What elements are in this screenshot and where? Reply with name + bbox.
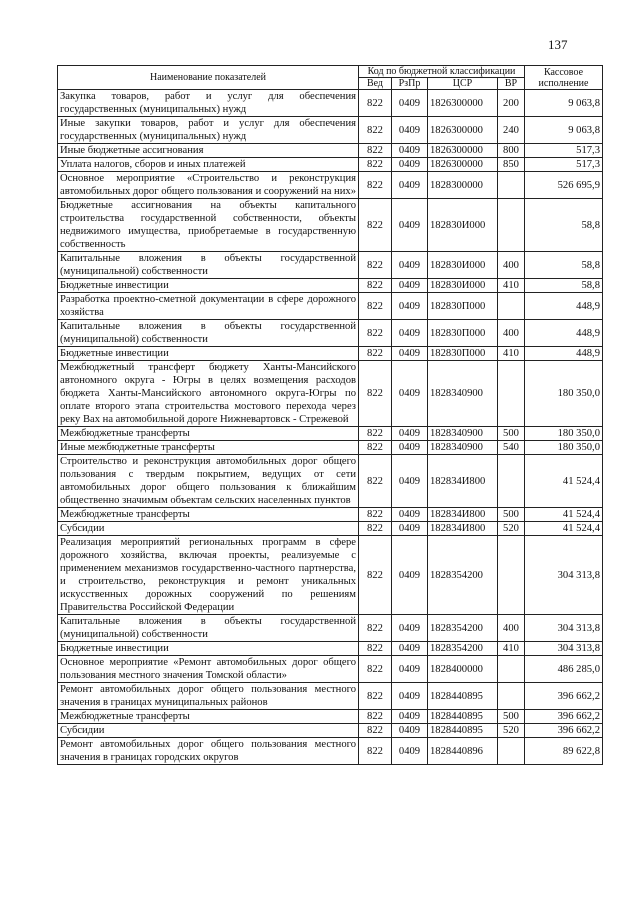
row-rzpr-cell: 0409 (392, 90, 428, 117)
row-amount-cell: 180 350,0 (525, 427, 603, 441)
row-vr-cell (498, 455, 525, 508)
row-amount-cell: 58,8 (525, 252, 603, 279)
row-csr-cell: 1828400000 (428, 656, 498, 683)
row-rzpr-cell: 0409 (392, 508, 428, 522)
row-csr-cell: 1826300000 (428, 90, 498, 117)
row-ved-cell: 822 (359, 455, 392, 508)
row-amount-cell: 517,3 (525, 158, 603, 172)
row-name-cell: Субсидии (58, 522, 359, 536)
table-row (58, 320, 603, 347)
page-number: 137 (548, 37, 568, 52)
table-row (58, 347, 603, 361)
row-csr-cell: 182830И000 (428, 279, 498, 293)
row-amount-cell: 180 350,0 (525, 361, 603, 427)
row-csr-cell: 1828354200 (428, 642, 498, 656)
table-row (58, 361, 603, 427)
row-rzpr-cell: 0409 (392, 656, 428, 683)
table-row (58, 279, 603, 293)
row-vr-cell (498, 683, 525, 710)
row-amount-cell: 9 063,8 (525, 90, 603, 117)
row-amount-cell: 448,9 (525, 320, 603, 347)
row-amount-cell: 526 695,9 (525, 172, 603, 199)
row-name-cell: Межбюджетные трансферты (58, 710, 359, 724)
row-rzpr-cell: 0409 (392, 320, 428, 347)
row-amount-cell: 517,3 (525, 144, 603, 158)
row-amount-cell: 396 662,2 (525, 683, 603, 710)
row-vr-cell: 400 (498, 252, 525, 279)
table-row (58, 738, 603, 765)
row-ved-cell: 822 (359, 738, 392, 765)
row-vr-cell (498, 199, 525, 252)
row-name-cell: Закупка товаров, работ и услуг для обеспечения государственных (муниципальных) нужд (58, 90, 359, 117)
row-amount-cell: 89 622,8 (525, 738, 603, 765)
row-vr-cell: 520 (498, 724, 525, 738)
row-ved-cell: 822 (359, 522, 392, 536)
table-row (58, 172, 603, 199)
row-ved-cell: 822 (359, 615, 392, 642)
table-row (58, 90, 603, 117)
table-row (58, 427, 603, 441)
row-ved-cell: 822 (359, 642, 392, 656)
row-rzpr-cell: 0409 (392, 347, 428, 361)
row-vr-cell (498, 656, 525, 683)
row-name-cell: Бюджетные инвестиции (58, 347, 359, 361)
row-csr-cell: 182834И800 (428, 508, 498, 522)
row-vr-cell (498, 536, 525, 615)
row-vr-cell: 850 (498, 158, 525, 172)
row-amount-cell: 304 313,8 (525, 642, 603, 656)
table-row (58, 199, 603, 252)
row-name-cell: Межбюджетные трансферты (58, 427, 359, 441)
row-amount-cell: 180 350,0 (525, 441, 603, 455)
row-rzpr-cell: 0409 (392, 252, 428, 279)
row-csr-cell: 1828440895 (428, 710, 498, 724)
row-name-cell: Реализация мероприятий региональных программ в сфере дорожного хозяйства, включая проекты, реализуемые с применением механизмов государственно-частного партнерства, и строительство, реконструкция и ремонт уникальных искусственных дорожных сооружений по решениям Правительства Российской Федерации (58, 536, 359, 615)
row-name-cell: Капитальные вложения в объекты государственной (муниципальной) собственности (58, 252, 359, 279)
row-name-cell: Бюджетные ассигнования на объекты капитального строительства государственной собственности, объекты недвижимого имущества, приобретаемые в государственную собственность (58, 199, 359, 252)
header-vr: ВР (498, 78, 525, 90)
row-csr-cell: 182830И000 (428, 199, 498, 252)
row-csr-cell: 1828440895 (428, 683, 498, 710)
row-vr-cell (498, 293, 525, 320)
row-amount-cell: 396 662,2 (525, 724, 603, 738)
row-csr-cell: 182834И800 (428, 455, 498, 508)
row-vr-cell: 540 (498, 441, 525, 455)
table-row (58, 293, 603, 320)
row-name-cell: Уплата налогов, сборов и иных платежей (58, 158, 359, 172)
row-rzpr-cell: 0409 (392, 710, 428, 724)
row-name-cell: Иные закупки товаров, работ и услуг для обеспечения государственных (муниципальных) нужд (58, 117, 359, 144)
row-name-cell: Бюджетные инвестиции (58, 642, 359, 656)
table-row (58, 252, 603, 279)
table-row (58, 455, 603, 508)
row-vr-cell: 500 (498, 710, 525, 724)
row-name-cell: Основное мероприятие «Строительство и реконструкция автомобильных дорог общего пользования и сооружений на них» (58, 172, 359, 199)
header-execution-line1: Кассовое (543, 66, 584, 78)
header-name-column: Наименование показателей (58, 66, 359, 90)
row-rzpr-cell: 0409 (392, 536, 428, 615)
row-rzpr-cell: 0409 (392, 522, 428, 536)
row-rzpr-cell: 0409 (392, 455, 428, 508)
row-vr-cell (498, 361, 525, 427)
row-rzpr-cell: 0409 (392, 683, 428, 710)
table-row (58, 441, 603, 455)
budget-execution-table (57, 65, 603, 765)
row-ved-cell: 822 (359, 656, 392, 683)
row-name-cell: Ремонт автомобильных дорог общего пользования местного значения в границах городских округов (58, 738, 359, 765)
row-rzpr-cell: 0409 (392, 738, 428, 765)
row-vr-cell (498, 738, 525, 765)
row-ved-cell: 822 (359, 441, 392, 455)
row-ved-cell: 822 (359, 117, 392, 144)
header-rzpr: РзПр (392, 78, 428, 90)
row-rzpr-cell: 0409 (392, 158, 428, 172)
row-ved-cell: 822 (359, 347, 392, 361)
row-ved-cell: 822 (359, 683, 392, 710)
row-amount-cell: 486 285,0 (525, 656, 603, 683)
row-name-cell: Субсидии (58, 724, 359, 738)
row-csr-cell: 1828340900 (428, 427, 498, 441)
row-ved-cell: 822 (359, 427, 392, 441)
row-rzpr-cell: 0409 (392, 293, 428, 320)
row-name-cell: Межбюджетные трансферты (58, 508, 359, 522)
row-csr-cell: 1826300000 (428, 117, 498, 144)
table-body (58, 90, 603, 765)
row-vr-cell: 800 (498, 144, 525, 158)
row-csr-cell: 1828440896 (428, 738, 498, 765)
row-ved-cell: 822 (359, 536, 392, 615)
row-csr-cell: 1828340900 (428, 441, 498, 455)
row-csr-cell: 1828354200 (428, 615, 498, 642)
table-row (58, 117, 603, 144)
row-rzpr-cell: 0409 (392, 615, 428, 642)
row-csr-cell: 1828340900 (428, 361, 498, 427)
table-row (58, 144, 603, 158)
row-rzpr-cell: 0409 (392, 199, 428, 252)
table-row (58, 508, 603, 522)
row-rzpr-cell: 0409 (392, 724, 428, 738)
row-ved-cell: 822 (359, 293, 392, 320)
table-row (58, 158, 603, 172)
row-amount-cell: 304 313,8 (525, 615, 603, 642)
row-rzpr-cell: 0409 (392, 117, 428, 144)
row-amount-cell: 9 063,8 (525, 117, 603, 144)
row-name-cell: Капитальные вложения в объекты государственной (муниципальной) собственности (58, 320, 359, 347)
row-ved-cell: 822 (359, 172, 392, 199)
row-rzpr-cell: 0409 (392, 361, 428, 427)
row-ved-cell: 822 (359, 158, 392, 172)
row-name-cell: Строительство и реконструкция автомобильных дорог общего пользования с твердым покрытием, ведущих от сети автомобильных дорог общего пользования к ближайшим общественно значимым объектам сельских населенных пунктов (58, 455, 359, 508)
row-csr-cell: 1826300000 (428, 158, 498, 172)
row-name-cell: Основное мероприятие «Ремонт автомобильных дорог общего пользования местного значения Томской области» (58, 656, 359, 683)
row-csr-cell: 182830И000 (428, 252, 498, 279)
table-row (58, 615, 603, 642)
row-vr-cell: 400 (498, 320, 525, 347)
row-amount-cell: 304 313,8 (525, 536, 603, 615)
row-rzpr-cell: 0409 (392, 642, 428, 656)
row-amount-cell: 448,9 (525, 293, 603, 320)
table-row (58, 522, 603, 536)
row-amount-cell: 396 662,2 (525, 710, 603, 724)
row-vr-cell: 400 (498, 615, 525, 642)
row-vr-cell: 200 (498, 90, 525, 117)
header-execution (525, 66, 603, 90)
row-ved-cell: 822 (359, 724, 392, 738)
row-rzpr-cell: 0409 (392, 441, 428, 455)
table-row (58, 656, 603, 683)
row-name-cell: Межбюджетный трансферт бюджету Ханты-Мансийского автономного округа - Югры в целях возмещения расходов бюджета Ханты-Мансийского автономного округа-Югры по оплате второго этапа строительства мостового перехода через реку Вах на автомобильной дороге Нижневартовск - Стрежевой (58, 361, 359, 427)
row-ved-cell: 822 (359, 90, 392, 117)
row-csr-cell: 182830П000 (428, 293, 498, 320)
row-amount-cell: 41 524,4 (525, 508, 603, 522)
row-rzpr-cell: 0409 (392, 172, 428, 199)
row-csr-cell: 1828354200 (428, 536, 498, 615)
row-vr-cell: 410 (498, 642, 525, 656)
row-ved-cell: 822 (359, 199, 392, 252)
row-amount-cell: 41 524,4 (525, 455, 603, 508)
table-row (58, 642, 603, 656)
header-ved: Вед (359, 78, 392, 90)
row-vr-cell: 240 (498, 117, 525, 144)
row-ved-cell: 822 (359, 710, 392, 724)
row-ved-cell: 822 (359, 320, 392, 347)
row-rzpr-cell: 0409 (392, 427, 428, 441)
row-amount-cell: 41 524,4 (525, 522, 603, 536)
row-csr-cell: 182830П000 (428, 347, 498, 361)
row-csr-cell: 1828440895 (428, 724, 498, 738)
row-csr-cell: 1826300000 (428, 144, 498, 158)
row-ved-cell: 822 (359, 144, 392, 158)
row-name-cell: Бюджетные инвестиции (58, 279, 359, 293)
row-vr-cell (498, 172, 525, 199)
row-ved-cell: 822 (359, 361, 392, 427)
row-name-cell: Иные бюджетные ассигнования (58, 144, 359, 158)
row-vr-cell: 410 (498, 279, 525, 293)
row-vr-cell: 520 (498, 522, 525, 536)
table-row (58, 724, 603, 738)
row-ved-cell: 822 (359, 279, 392, 293)
row-name-cell: Иные межбюджетные трансферты (58, 441, 359, 455)
row-name-cell: Разработка проектно-сметной документации в сфере дорожного хозяйства (58, 293, 359, 320)
table-row (58, 710, 603, 724)
table-row (58, 683, 603, 710)
row-amount-cell: 448,9 (525, 347, 603, 361)
header-code-group: Код по бюджетной классификации (359, 66, 525, 78)
row-amount-cell: 58,8 (525, 199, 603, 252)
row-vr-cell: 500 (498, 427, 525, 441)
row-rzpr-cell: 0409 (392, 144, 428, 158)
row-amount-cell: 58,8 (525, 279, 603, 293)
row-vr-cell: 410 (498, 347, 525, 361)
row-csr-cell: 1828300000 (428, 172, 498, 199)
row-rzpr-cell: 0409 (392, 279, 428, 293)
header-execution-line2: исполнение (538, 77, 589, 89)
row-ved-cell: 822 (359, 252, 392, 279)
row-name-cell: Капитальные вложения в объекты государственной (муниципальной) собственности (58, 615, 359, 642)
row-ved-cell: 822 (359, 508, 392, 522)
row-csr-cell: 182834И800 (428, 522, 498, 536)
table-row (58, 536, 603, 615)
header-csr: ЦСР (428, 78, 498, 90)
row-name-cell: Ремонт автомобильных дорог общего пользования местного значения в границах муниципальных районов (58, 683, 359, 710)
row-vr-cell: 500 (498, 508, 525, 522)
row-csr-cell: 182830П000 (428, 320, 498, 347)
